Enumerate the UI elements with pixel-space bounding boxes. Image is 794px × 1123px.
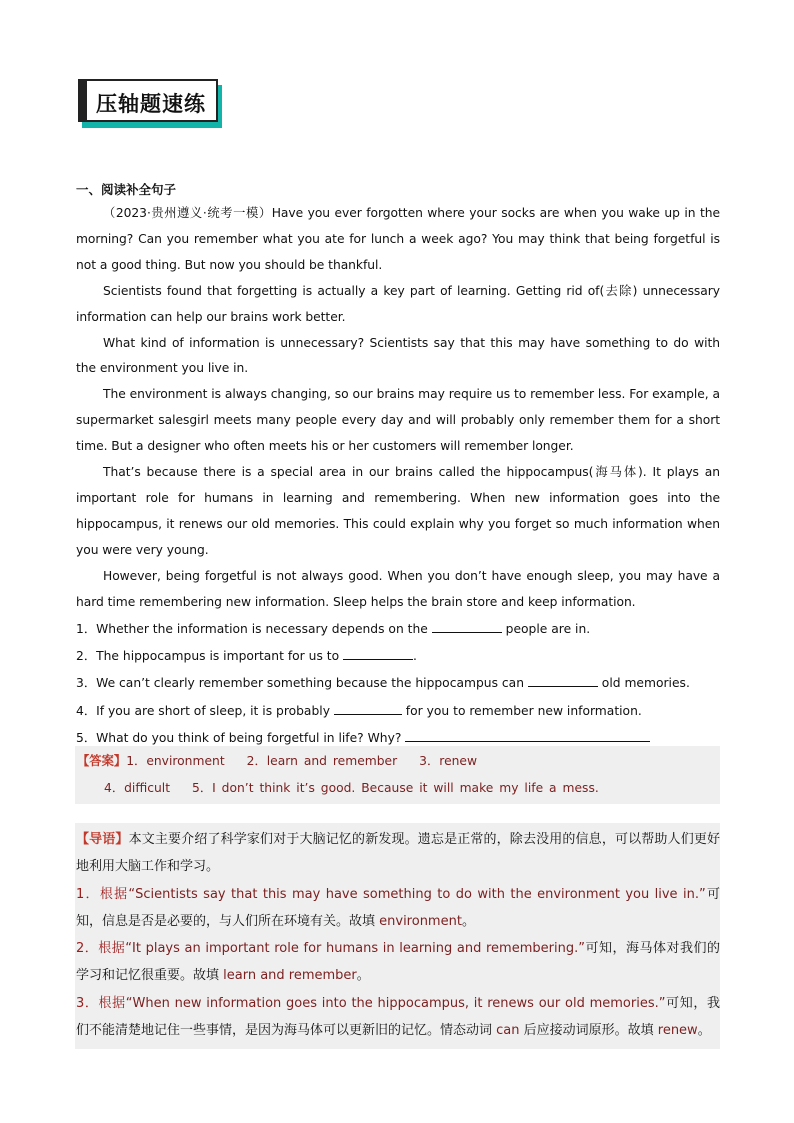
question-text-end: for you to remember new information. — [401, 703, 642, 718]
guide-item-text: 后应接动词原形。故填 — [519, 1023, 658, 1039]
guide-item-text: 可知，我们不能清楚地记住一些事情，是因为海马体可以更新旧的记忆。情态动词 — [76, 995, 720, 1039]
passage-paragraph-5: That’s because there is a special area in our brains called the hippocampus(海马体). It plays an important role for humans in learning and remembering. When new information goes into the hippocampus, it renews our old memories. This could explain why you forget so much information when you were very young. — [76, 465, 720, 557]
reading-section — [76, 180, 720, 753]
question-text-end: old memories. — [597, 676, 690, 691]
question-number: 5． — [76, 731, 97, 746]
answer-row-2 — [104, 778, 599, 796]
guide-section — [76, 826, 720, 1044]
answer-blank[interactable] — [528, 673, 598, 687]
question-1 — [76, 616, 720, 643]
question-text-end: people are in. — [501, 621, 591, 636]
answer-blank[interactable] — [343, 646, 413, 660]
guide-label: 【导语】 — [76, 832, 129, 847]
guide-item-answer: can — [496, 1023, 520, 1039]
guide-item-1 — [76, 881, 720, 936]
guide-item-end: 。 — [461, 913, 475, 929]
question-4 — [76, 698, 720, 725]
question-3 — [76, 670, 720, 697]
question-text: We can’t clearly remember something because the hippocampus can — [96, 676, 528, 691]
guide-item-text: 可知，信息是否是必要的，与人们所在环境有关。故填 — [76, 886, 720, 929]
question-2 — [76, 643, 720, 670]
answer-box — [75, 746, 720, 804]
passage-paragraph-3: What kind of information is unnecessary? Scientists say that this may have something to do with the environment you live in. — [76, 335, 720, 376]
question-number: 3． — [76, 676, 97, 691]
question-text-end: . — [413, 648, 417, 663]
guide-item-quote: “When new information goes into the hippocampus, it renews our old memories.” — [125, 995, 666, 1011]
guide-intro-text: 本文主要介绍了科学家们对于大脑记忆的新发现。遗忘是正常的，除去没用的信息，可以帮助人们更好地利用大脑工作和学习。 — [76, 832, 720, 875]
answer-blank[interactable] — [405, 728, 650, 742]
banner-box — [78, 79, 218, 122]
section-title: 一、阅读补全句子 — [76, 182, 177, 197]
guide-item-prefix: 3．根据 — [76, 995, 126, 1011]
question-text: The hippocampus is important for us to — [96, 648, 344, 663]
question-number: 4． — [76, 703, 97, 718]
answer-label: 【答案】 — [77, 754, 127, 768]
banner-accent-bar — [80, 81, 87, 120]
title-banner — [78, 79, 222, 128]
guide-item-prefix: 2．根据 — [76, 941, 126, 957]
guide-item-prefix: 1．根据 — [76, 886, 129, 902]
guide-item-text: 可知，海马体对我们的学习和记忆很重要。故填 — [76, 941, 720, 984]
passage-paragraph-1: （2023·贵州遵义·统考一模）Have you ever forgotten where your socks are when you wake up in the morning? Can you remember what you ate for lunch a week ago? You may think that being forgetful is not a good thing. But now you should be thankful. — [76, 206, 720, 272]
answer-row-1 — [77, 751, 477, 769]
guide-item-answer: renew — [657, 1023, 698, 1039]
answer-item: 4．difficult — [104, 781, 171, 795]
passage-paragraph-4: The environment is always changing, so our brains may require us to remember less. For example, a supermarket salesgirl meets many people every day and will probably only remember them for a short time. But a designer who often meets his or her customers will remember longer. — [76, 387, 720, 454]
answer-item: 3．renew — [419, 754, 478, 768]
answer-item: 1．environment — [126, 754, 225, 768]
question-text: What do you think of being forgetful in life? Why? — [96, 731, 406, 746]
passage-paragraph-6: However, being forgetful is not always good. When you don’t have enough sleep, you may have a hard time remembering new information. Sleep helps the brain store and keep information. — [76, 568, 720, 609]
answer-blank[interactable] — [334, 701, 402, 715]
guide-item-quote: “Scientists say that this may have something to do with the environment you live in.” — [128, 886, 706, 902]
guide-item-end: 。 — [697, 1023, 711, 1039]
passage-paragraph-2: Scientists found that forgetting is actually a key part of learning. Getting rid of(去除) unnecessary information can help our brains work better. — [76, 283, 720, 324]
answer-item: 2．learn and remember — [246, 754, 398, 768]
guide-item-3 — [76, 990, 720, 1045]
question-number: 1． — [76, 621, 97, 636]
guide-item-end: 。 — [356, 968, 370, 984]
banner-title: 压轴题速练 — [96, 92, 206, 116]
guide-intro — [76, 826, 720, 881]
guide-item-answer: learn and remember — [223, 968, 357, 984]
question-number: 2． — [76, 648, 97, 663]
guide-item-answer: environment — [379, 913, 462, 929]
guide-item-quote: “It plays an important role for humans in learning and remembering.” — [125, 941, 585, 957]
question-text: Whether the information is necessary depends on the — [96, 621, 432, 636]
guide-item-2 — [76, 935, 720, 990]
answer-item: 5．I don’t think it’s good. Because it will make my life a mess. — [192, 781, 599, 795]
question-text: If you are short of sleep, it is probably — [96, 703, 334, 718]
answer-blank[interactable] — [432, 619, 502, 633]
